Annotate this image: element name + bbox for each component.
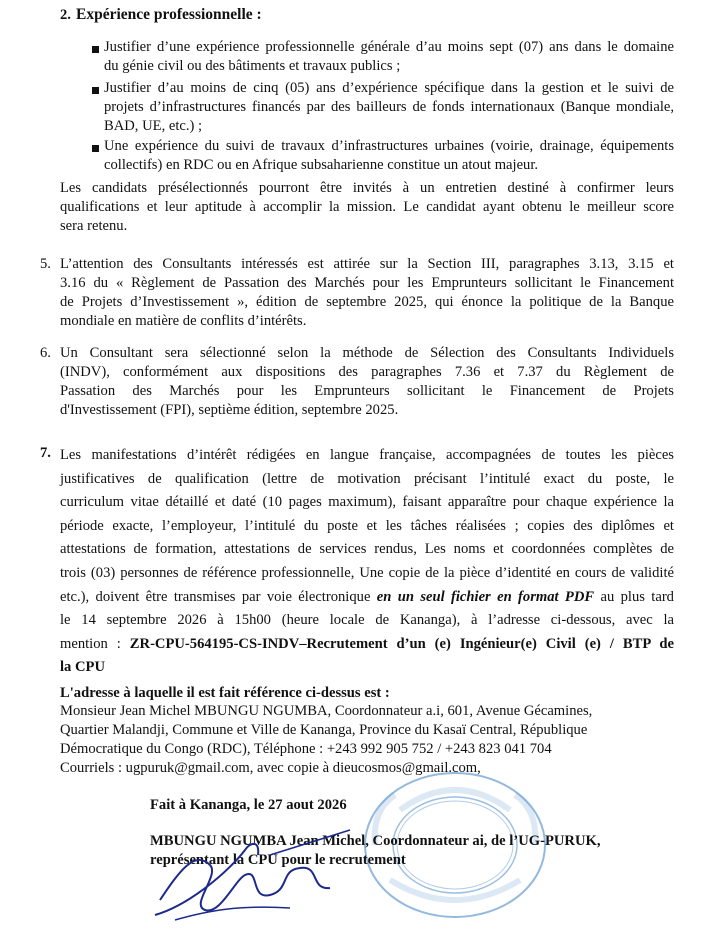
place-date: Fait à Kananga, le 27 aout 2026: [150, 797, 347, 813]
bullet-icon: [92, 46, 99, 53]
list-item: Justifier d’au moins de cinq (05) ans d’expérience spécifique dans la gestion et le suivi de projets d’infrastructures financés par des bailleurs de fonds internationaux (Banque mondiale, BAD, UE, etc.) ;: [104, 80, 674, 134]
item-number: 6.: [40, 345, 51, 361]
section-title: Expérience professionnelle :: [76, 6, 262, 23]
paragraph-7: Les manifestations d’intérêt rédigées en langue française, accompagnées de toutes les pièces justificatives de qualification (lettre de motivation précisant l’intitulé exact du poste, le curriculum vitae détaillé et daté (10 pages maximum), faisant apparaître pour chaque expérience la période exacte, l’employeur, l’intitulé du poste et les tâches réalisées ; copies des diplômes et attestations de formation, attestations de services rendus, Les noms et coordonnées complètes de trois (03) personnes de référence professionnelle, Une copie de la pièce d’identité en cours de validité etc.), doivent être transmises par voie électronique en un seul fichier en format PDF au plus tard le 14 septembre 2026 à 15h00 (heure locale de Kananga), à l’adresse ci-dessous, avec la mention : ZR-CPU-564195-CS-INDV–Recrutement d’un (e) Ingénieur(e) Civil (e) / BTP de la CPU: [60, 447, 674, 676]
signatory-role: représentant la CPU pour le recrutement: [150, 852, 406, 868]
signatory-line: MBUNGU NGUMBA Jean Michel, Coordonnateur ai, de l’UG-PURUK,: [150, 833, 601, 849]
address-heading: L'adresse à laquelle il est fait référence ci-dessus est :: [60, 685, 390, 701]
item-number: 5.: [40, 256, 51, 272]
reference-code: ZR-CPU-564195-CS-INDV–Recrutement d’un (e) Ingénieur(e) Civil (e) / BTP de: [129, 635, 674, 652]
paragraph-6: Un Consultant sera sélectionné selon la méthode de Sélection des Consultants Individuels (INDV), conformément aux dispositions des paragraphes 7.36 et 7.37 du Règlement de Passation des Marchés pour les Emprunteurs sollicitant le Financement de Projets d'Investissement (FPI), septième édition, septembre 2025.: [60, 345, 674, 418]
list-item: Une expérience du suivi de travaux d’infrastructures urbaines (voirie, drainage, équipements collectifs) en RDC ou en Afrique subsaharienne constitue un atout majeur.: [104, 138, 674, 173]
bullet-icon: [92, 87, 99, 94]
bullet-icon: [92, 145, 99, 152]
list-item: Justifier d’une expérience professionnelle générale d’au moins sept (07) ans dans le domaine du génie civil ou des bâtiments et travaux publics ;: [104, 39, 674, 74]
address-block: Monsieur Jean Michel MBUNGU NGUMBA, Coordonnateur a.i, 601, Avenue Gécamines, Quartier Malandji, Commune et Ville de Kananga, Province du Kasaï Central, République Démocratique du Congo (RDC), Téléphone : +243 992 905 752 / +243 823 041 704 Courriels : ugpuruk@gmail.com, avec copie à dieucosmos@gmail.com,: [60, 703, 593, 776]
item-number: 7.: [40, 445, 51, 461]
paragraph-5: L’attention des Consultants intéressés est attirée sur la Section III, paragraphes 3.13, 3.15 et 3.16 du « Règlement de Passation des Marchés pour les Emprunteurs sollicitant le Financement de Projets d’Investissement », édition de septembre 2025, qui énonce la politique de la Banque mondiale en matière de conflits d’intérêts.: [60, 256, 674, 329]
section-number: 2.: [60, 7, 71, 23]
handwritten-signature: [150, 810, 380, 930]
section2-closing: Les candidats présélectionnés pourront être invités à un entretien destiné à confirmer leurs qualifications et leur aptitude à accomplir la mission. Le candidat ayant obtenu le meilleur score sera retenu.: [60, 180, 674, 234]
emphasis-text: en un seul fichier en format PDF: [376, 588, 595, 605]
